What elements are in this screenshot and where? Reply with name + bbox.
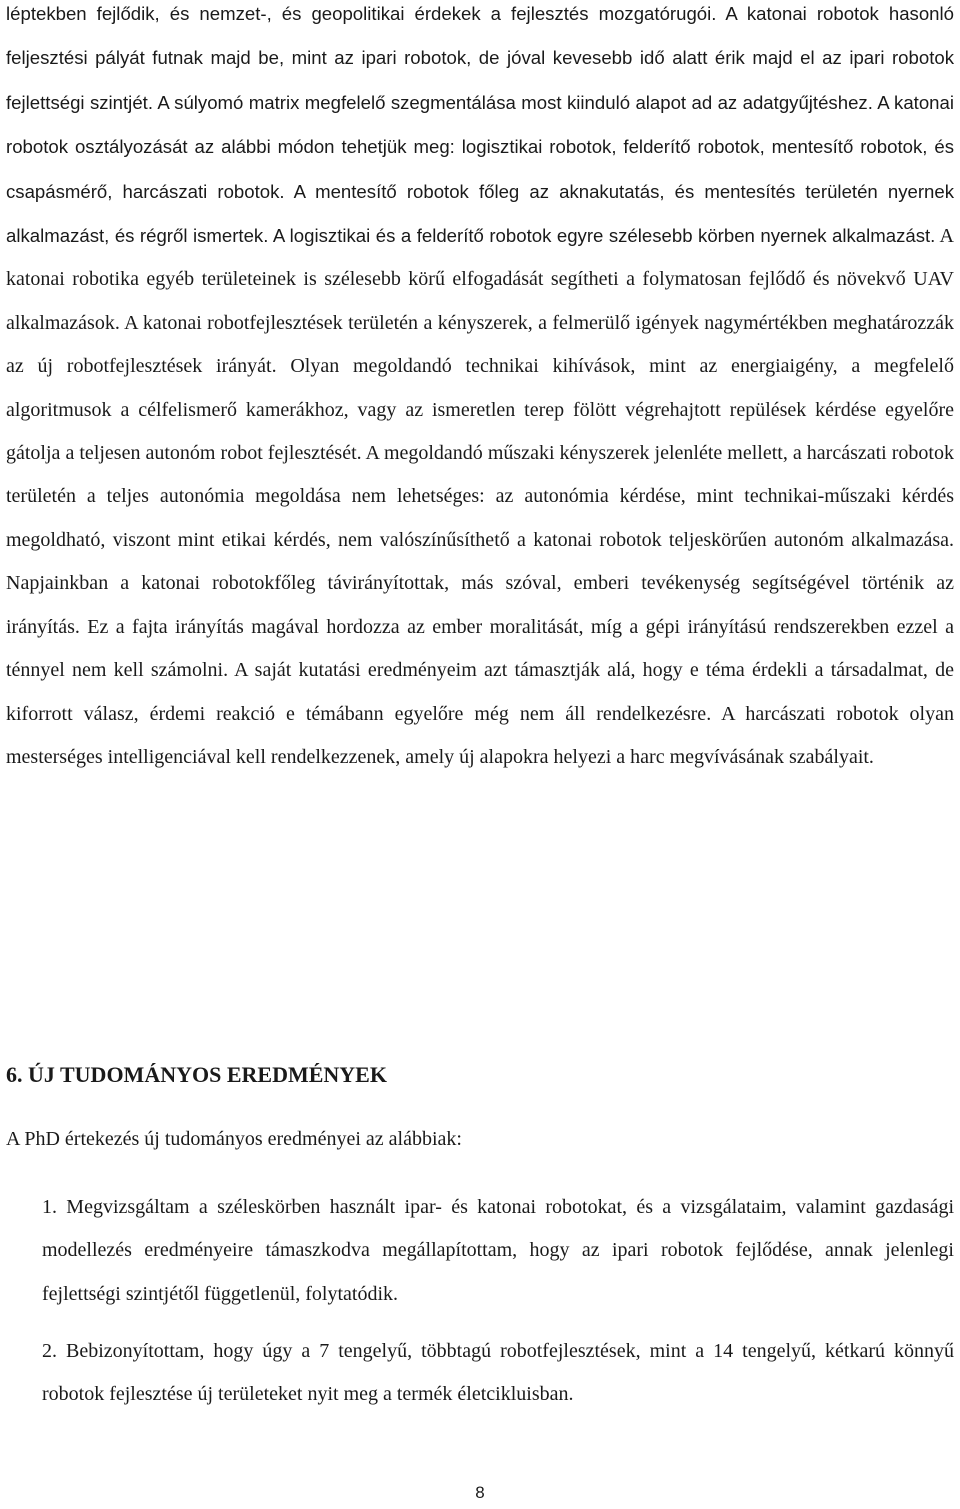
body-paragraph (6, 0, 954, 779)
body-paragraph-sans-segment: léptekben fejlődik, és nemzet-, és geopolitikai érdekek a fejlesztés mozgatórugói. A katonai robotok hasonló feljesztési pályát futnak majd be, mint az ipari robotok, de jóval kevesebb idő alatt érik majd el az ipari robotok fejlettségi szintjét. A súlyomó matrix megfelelő szegmentálása most kiinduló alapot ad az adatgyűjtéshez. A katonai robotok osztályozását az alábbi módon tehetjük meg: logisztikai robotok, felderítő robotok, mentesítő robotok, és csapásmérő, harcászati robotok. A mentesítő robotok főleg az aknakutatás, és mentesítés területén nyernek alkalmazást, és régről ismertek. A logisztikai és a felderítő robotok egyre szélesebb körben nyernek alkalmazást. (6, 3, 954, 247)
result-item-2: 2. Bebizonyítottam, hogy úgy a 7 tengelyű, többtagú robotfejlesztések, mint a 14 tengelyű, kétkarú könnyű robotok fejlesztése új területeket nyit meg a termék életcikluisban. (42, 1340, 954, 1406)
body-paragraph-serif-segment: A katonai robotika egyéb területeinek is szélesebb körű elfogadását segítheti a folymatosan fejlődő és növekvő UAV alkalmazások. A katonai robotfejlesztések területén a kényszerek, a felmerülő igények nagymértékben meghatározzák az új robotfejlesztések irányát. Olyan megoldandó technikai kihívások, mint az energiaigény, a megfelelő algoritmusok a célfelismerő kamerákhoz, vagy az ismeretlen terep fölött végrehajtott repülések kérdése egyelőre gátolja a teljesen autonóm robot fejlesztését. A megoldandó műszaki kényszerek jelenléte mellett, a harcászati robotok területén a teljes autonómia megoldása nem lehetséges: az autonómia kérdése, mint technikai-műszaki kérdés megoldható, viszont mint etikai kérdés, nem valószínűsíthető a katonai robotok teljeskörűen autonóm alkalmazása. Napjainkban a katonai robotokfőleg távirányítottak, más szóval, emberi tevékenység segítségével történik az irányítás. Ez a fajta irányítás magával hordozza az ember moralitását, míg a gépi irányítású rendszerekben ezzel a ténnyel nem kell számolni. A saját kutatási eredményeim azt támasztják alá, hogy e téma érdekli a társadalmat, de kiforrott válasz, érdemi reakció e témábann egyelőre még nem áll rendelkezésre. A harcászati robotok olyan mesterséges intelligenciával kell rendelkezzenek, amely új alapokra helyezi a harc megvívásának szabályait. (6, 225, 954, 768)
section-heading: 6. ÚJ TUDOMÁNYOS EREDMÉNYEK (6, 1062, 387, 1087)
page-number: 8 (475, 1483, 485, 1502)
result-item-1: 1. Megvizsgáltam a széleskörben használt ipar- és katonai robotokat, és a vizsgálataim, valamint gazdasági modellezés eredményeire támaszkodva megállapítottam, hogy az ipari robotok fejlődése, annak jelenlegi fejlettségi szintjétől függetlenül, folytatódik. (42, 1196, 954, 1305)
section-intro: A PhD értekezés új tudományos eredményei az alábbiak: (6, 1128, 462, 1150)
